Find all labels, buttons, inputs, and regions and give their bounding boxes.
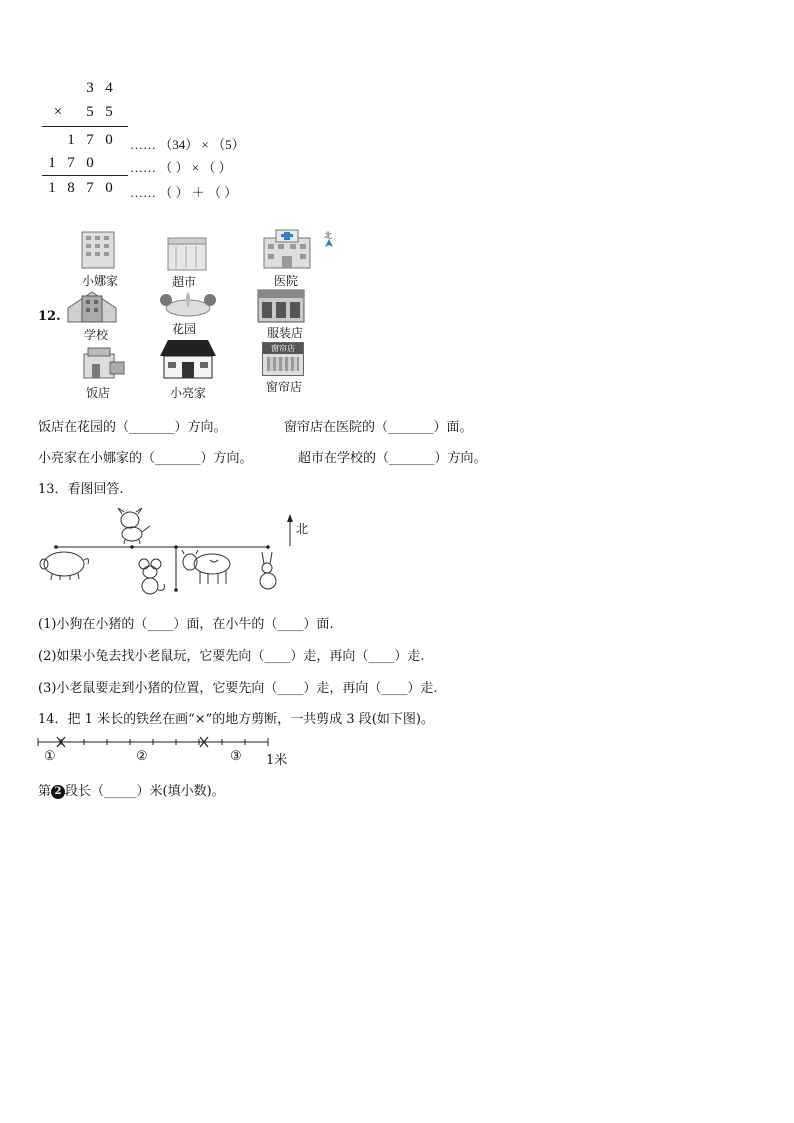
digit: 7 (86, 180, 94, 196)
digit: 4 (105, 80, 113, 96)
question-number: 12. (38, 309, 61, 324)
rule-line (42, 175, 128, 176)
wire-ruler (36, 734, 272, 750)
q12-blank-4: 超市在学校的（_______）方向。 (298, 451, 487, 466)
place-label-xiaona-home: 小娜家 (82, 274, 119, 288)
restaurant-icon (80, 346, 126, 380)
hospital-icon (262, 228, 312, 270)
digit: 0 (86, 155, 94, 171)
q13-sub-2: (2)如果小兔去找小老鼠玩，它要先向（____）走，再向（____）走. (38, 649, 425, 664)
answer-prefix: 第 (38, 784, 52, 799)
question-title: 14．把 1 米长的铁丝在画“×”的地方剪断，一共剪成 3 段(如下图)。 (38, 712, 434, 727)
q12-blank-1: 饭店在花园的（_______）方向。 (38, 420, 227, 435)
north-label: 北 (296, 522, 309, 536)
apartment-building-icon (80, 230, 116, 270)
place-label-xiaoliang-home: 小亮家 (170, 386, 207, 400)
north-arrow-icon (325, 239, 333, 247)
segment-label-3: ③ (230, 749, 242, 764)
place-label-garden: 花园 (172, 322, 197, 336)
digit: 5 (105, 104, 113, 120)
clothing-store-icon (256, 288, 306, 324)
house-icon (158, 338, 218, 380)
q14-answer-line (38, 780, 225, 799)
digit: 5 (86, 104, 94, 120)
mouse-icon (134, 556, 168, 596)
digit: 1 (48, 180, 56, 196)
question-title: 13．看图回答. (38, 482, 124, 497)
segment-label-2: ② (136, 749, 148, 764)
segment-label-1: ① (44, 749, 56, 764)
digit: 1 (67, 132, 75, 148)
q12-blank-2: 窗帘店在医院的（_______）面。 (284, 420, 473, 435)
dog-icon (112, 508, 154, 544)
cow-icon (180, 548, 236, 588)
digit: 7 (86, 132, 94, 148)
north-label: 北 (324, 231, 332, 240)
q12-blank-3: 小亮家在小娜家的（_______）方向。 (38, 451, 253, 466)
step-note-1: …… （34） × （5） (130, 137, 245, 152)
step-note-3: …… （ ） ＋ （ ） (130, 185, 238, 200)
garden-fountain-icon (158, 290, 218, 318)
digit: 1 (48, 155, 56, 171)
pig-icon (38, 548, 92, 582)
digit: 0 (105, 180, 113, 196)
place-label-restaurant: 饭店 (86, 386, 111, 400)
digit: 0 (105, 132, 113, 148)
q13-sub-3: (3)小老鼠要走到小猪的位置，它要先向（____）走，再向（____）走. (38, 681, 438, 696)
place-label-supermarket: 超市 (172, 275, 197, 289)
supermarket-icon (164, 236, 212, 272)
ruler-end-label: 1米 (266, 753, 288, 768)
answer-rest: 段长（_____）米(填小数)。 (65, 784, 225, 799)
place-label-curtain-store: 窗帘店 (266, 380, 303, 394)
place-label-clothing-store: 服装店 (267, 326, 304, 340)
place-label-school: 学校 (84, 328, 109, 342)
curtain-store-icon (262, 342, 304, 376)
digit: 3 (86, 80, 94, 96)
segment-number-badge: 2 (51, 785, 65, 799)
curtain-store-sign: 窗帘店 (263, 343, 303, 354)
rule-line (42, 126, 128, 127)
rabbit-icon (254, 552, 282, 590)
school-icon (64, 288, 120, 326)
digit: 7 (67, 155, 75, 171)
times-sign: × (53, 104, 63, 120)
place-label-hospital: 医院 (274, 274, 299, 288)
digit: 8 (67, 180, 75, 196)
q13-sub-1: (1)小狗在小猪的（____）面，在小牛的（____）面. (38, 617, 334, 632)
step-note-2: …… （ ） × （ ） (130, 160, 232, 175)
